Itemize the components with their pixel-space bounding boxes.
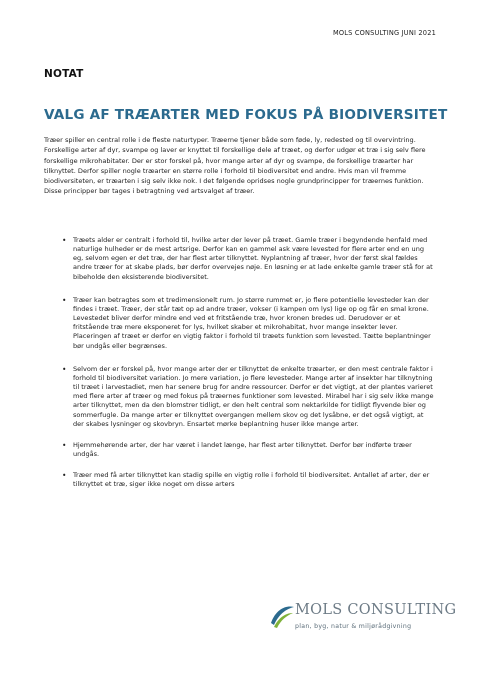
bullet-item-variation: • Selvom der er forskel på, hvor mange arter der er tilknyttet de enkelte træarter, er den mest centrale faktor i forhold til biodiversitet variation. Jo mere variation, jo flere levesteder. Mange arter af insekter har tilknytning til træet i larvestadiet, men har senere brug for andre ressourcer. Derfor er det vigtigt, at der plantes varieret med flere arter af træer og med fokus på træernes funktioner som levested. Mirabel har i sig selv ikke mange arter tilknyttet, men da den blomstrer tidligt, er den helt central som nektarkilde for tidligt flyvende bier og sommerfugle. Da mange arter er tilknyttet overgangen mellem skov og det lysåbne, er det også vigtigt, at der skabes lysninger og skovbryn. Ensartet mørke beplantning huser ikke mange arter.: [62, 365, 434, 429]
document-title: VALG AF TRÆARTER MED FOKUS PÅ BIODIVERSITET: [44, 107, 448, 123]
intro-paragraph: Træer spiller en central rolle i de fleste naturtyper. Træerne tjener både som føde, ly, redested og til overvintring. Forskellige arter af dyr, svampe og laver er knyttet til forskellige dele af træet, og derfor udgør et træ i sig selv flere forskellige mikrohabitater. Der er stor forskel på, hvor mange arter af dyr og svampe, de forskellige træarter har tilknyttet. Derfor spiller nogle træarter en større rolle i forhold til biodiversitet end andre. Hvis man vil fremme biodiversiteten, er træarten i sig selv ikke nok. I det følgende opridses nogle grundprincipper for træernes funktion. Disse principper bør tages i betragtning ved artsvalget af træer.: [44, 136, 426, 196]
bullet-item-tree-age: • Træets alder er centralt i forhold til, hvilke arter der lever på træet. Gamle træer i begyndende henfald med naturlige hulheder er de mest artsrige. Derfor kan en gammel ask være levested for flere arter end en ung eg, selvom egen er det træ, der har flest arter tilknyttet. Nyplantning af træer, hvor der først skal fældes andre træer for at skabe plads, bør derfor overvejes nøje. En løsning er at lade enkelte gamle træer stå for at bibeholde den eksisterende biodiversitet.: [62, 236, 434, 282]
logo-swoosh-icon: [268, 603, 296, 631]
bullet-item-native-species: • Hjemmehørende arter, der har været i landet længe, har flest arter tilknyttet. Derfor bør indførte træer undgås.: [62, 441, 434, 459]
logo-company-name: MOLS CONSULTING: [295, 602, 457, 618]
header-company-date: MOLS CONSULTING JUNI 2021: [333, 29, 436, 37]
bullet-item-tree-space: • Træer kan betragtes som et tredimensionelt rum. Jo større rummet er, jo flere potentielle levesteder kan der findes i træet. Træer, der står tæt op ad andre træer, vokser (i kampen om lys) lige op og får en smal krone. Levestedet bliver derfor mindre end ved et fritstående træ, hvor kronen bredes ud. Derudover er et fritstående træ mere eksponeret for lys, hvilket skaber et mikrohabitat, hvor mange insekter lever. Placeringen af træet er derfor en vigtig faktor i forhold til træets funktion som levested. Tætte beplantninger bør undgås eller begrænses.: [62, 296, 434, 351]
bullet-item-few-species: • Træer med få arter tilknyttet kan stadig spille en vigtig rolle i forhold til biodiversitet. Antallet af arter, der er tilknyttet et træ, siger ikke noget om disse arters: [62, 471, 434, 489]
bullet-list: [62, 236, 434, 489]
document-label: NOTAT: [44, 68, 84, 80]
intro-section: [44, 135, 434, 197]
logo-tagline: plan, byg, natur & miljørådgivning: [295, 623, 412, 630]
company-logo: [268, 601, 457, 641]
